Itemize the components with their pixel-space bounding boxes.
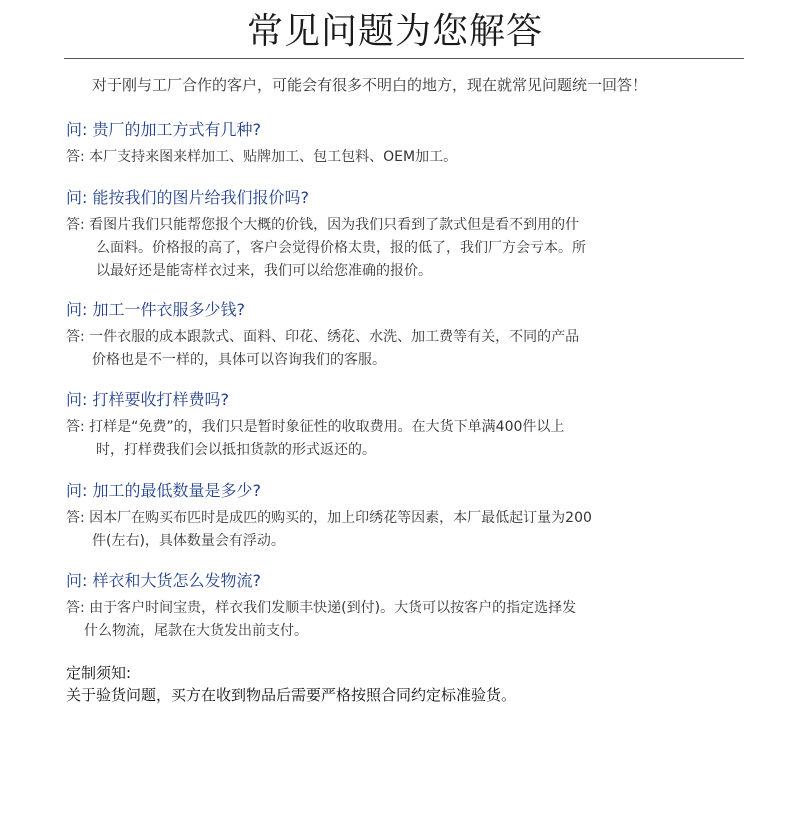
faq-item-3 — [66, 298, 716, 372]
faq-question: 问: 贵厂的加工方式有几种? — [66, 120, 261, 139]
faq-item-5 — [66, 479, 716, 553]
faq-question: 问: 能按我们的图片给我们报价吗? — [66, 188, 309, 207]
answer-line: 时，打样费我们会以抵扣货款的形式返还的。 — [96, 442, 376, 458]
faq-answer — [66, 597, 716, 643]
faq-item-6 — [66, 569, 716, 643]
intro-text: 对于刚与工厂合作的客户，可能会有很多不明白的地方，现在就常见问题统一回答！ — [92, 76, 648, 94]
faq-answer — [66, 326, 716, 372]
answer-line: 答: 本厂支持来图来样加工、贴牌加工、包工包料、OEM加工。 — [66, 149, 458, 165]
faq-answer — [66, 146, 716, 169]
faq-question: 问: 打样要收打样费吗? — [66, 390, 229, 409]
faq-item-4 — [66, 388, 716, 462]
faq-answer — [66, 416, 716, 462]
page-title: 常见问题为您解答 — [246, 11, 543, 52]
answer-line: 答: 因本厂在购买布匹时是成匹的购买的，加上印绣花等因素，本厂最低起订量为200 — [66, 510, 592, 526]
answer-line: 以最好还是能寄样衣过来，我们可以给您准确的报价。 — [96, 263, 432, 279]
faq-item-1 — [66, 118, 716, 169]
faq-question: 问: 样衣和大货怎么发物流? — [66, 571, 261, 590]
answer-line: 么面料。价格报的高了，客户会觉得价格太贵，报的低了，我们厂方会亏本。所 — [96, 240, 586, 256]
title-divider — [64, 58, 744, 59]
custom-notice-text: 关于验货问题，买方在收到物品后需要严格按照合同约定标准验货。 — [66, 686, 517, 704]
answer-line: 答: 由于客户时间宝贵，样衣我们发顺丰快递(到付)。大货可以按客户的指定选择发 — [66, 600, 577, 616]
faq-answer — [66, 507, 716, 553]
faq-item-2 — [66, 186, 716, 283]
custom-notice — [66, 662, 746, 706]
custom-notice-heading: 定制须知: — [66, 664, 132, 682]
answer-line: 价格也是不一样的，具体可以咨询我们的客服。 — [92, 352, 386, 368]
answer-line: 答: 打样是“免费”的，我们只是暂时象征性的收取费用。在大货下单满400件以上 — [66, 419, 565, 435]
faq-question: 问: 加工的最低数量是多少? — [66, 481, 261, 500]
faq-answer — [66, 214, 716, 283]
answer-line: 什么物流，尾款在大货发出前支付。 — [84, 623, 308, 639]
faq-question: 问: 加工一件衣服多少钱? — [66, 300, 245, 319]
answer-line: 件(左右)，具体数量会有浮动。 — [92, 533, 285, 549]
answer-line: 答: 一件衣服的成本跟款式、面料、印花、绣花、水洗、加工费等有关，不同的产品 — [66, 329, 580, 345]
answer-line: 答: 看图片我们只能帮您报个大概的价钱，因为我们只看到了款式但是看不到用的什 — [66, 217, 580, 233]
